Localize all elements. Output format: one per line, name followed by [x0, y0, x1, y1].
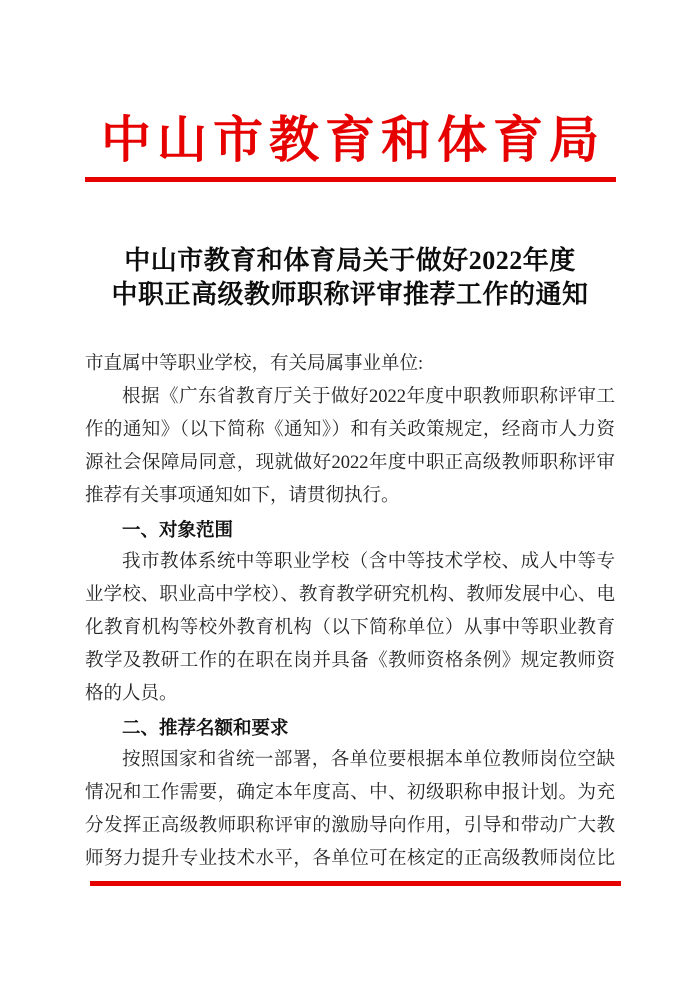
- page-bottom-red-rule: [90, 881, 621, 886]
- letterhead-red-rule: [85, 177, 616, 182]
- section-1-heading: 一、对象范围: [122, 519, 234, 540]
- document-title-line-1: 中山市教育和体育局关于做好2022年度: [124, 246, 576, 275]
- section-1-paragraph: 我市教体系统中等职业学校（含中等技术学校、成人中等专业学校、职业高中学校）、教育教学研究机构、教师发展中心、电化教育机构等校外教育机构（以下简称单位）从事中等职业教育教学及教研工作的在职在岗并具备《教师资格条例》规定教师资格的人员。: [85, 552, 615, 704]
- document-body: [85, 348, 615, 876]
- intro-paragraph: 根据《广东省教育厅关于做好2022年度中职教师职称评审工作的通知》（以下简称《通知》）和有关政策规定，经商市人力资源社会保障局同意，现就做好2022年度中职正高级教师职称评审推荐有关事项通知如下，请贯彻执行。: [85, 387, 615, 506]
- salutation-line: 市直属中等职业学校，有关局属事业单位:: [85, 354, 424, 374]
- document-title: [0, 244, 700, 312]
- letterhead-org-name: 中山市教育和体育局: [101, 112, 605, 168]
- section-2-heading: 二、推荐名额和要求: [122, 717, 289, 738]
- document-title-line-2: 中职正高级教师职称评审推荐工作的通知: [111, 280, 589, 309]
- section-2-paragraph: 按照国家和省统一部署，各单位要根据本单位教师岗位空缺情况和工作需要，确定本年度高、中、初级职称申报计划。为充分发挥正高级教师职称评审的激励导向作用，引导和带动广大教师努力提升专业技术水平，各单位可在核定的正高级教师岗位比: [85, 750, 615, 869]
